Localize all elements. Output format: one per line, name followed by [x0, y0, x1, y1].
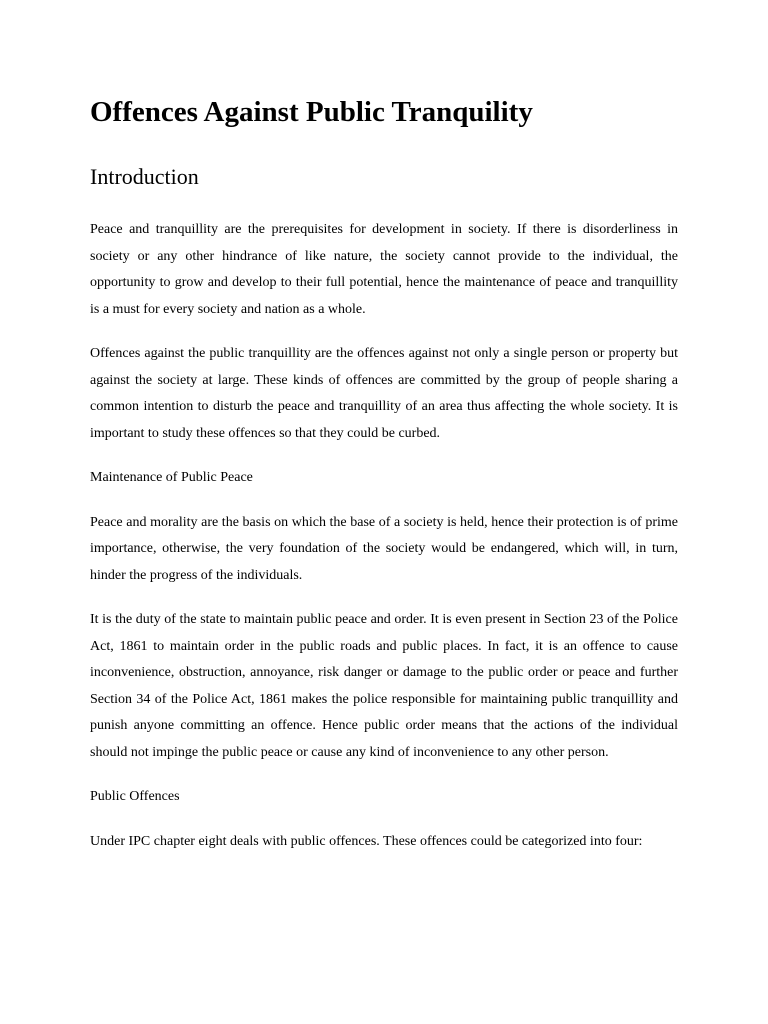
document-body	[90, 93, 678, 855]
section-heading-introduction: Introduction	[90, 164, 199, 189]
subheading-maintenance-of-public-peace: Maintenance of Public Peace	[90, 470, 253, 485]
subheading-public-offences: Public Offences	[90, 789, 180, 804]
paragraph: It is the duty of the state to maintain public peace and order. It is even present in Section 23 of the Police Act, 1861 to maintain order in the public roads and public places. In fact, it is an offence to cause inconvenience, obstruction, annoyance, risk danger or damage to the public order or peace and further Section 34 of the Police Act, 1861 makes the police responsible for maintaining public tranquillity and punish anyone committing an offence. Hence public order means that the actions of the individual should not impinge the public peace or cause any kind of inconvenience to any other person.	[90, 612, 678, 760]
paragraph: Offences against the public tranquillity are the offences against not only a single person or property but against the society at large. These kinds of offences are committed by the group of people sharing a common intention to disturb the peace and tranquillity of an area thus affecting the whole society. It is important to study these offences so that they could be curbed.	[90, 346, 678, 441]
paragraph: Under IPC chapter eight deals with public offences. These offences could be categorized into four:	[90, 833, 643, 849]
paragraph: Peace and morality are the basis on which the base of a society is held, hence their protection is of prime importance, otherwise, the very foundation of the society would be endangered, which will, in turn, hinder the progress of the individuals.	[90, 514, 678, 583]
paragraph: Peace and tranquillity are the prerequisites for development in society. If there is disorderliness in society or any other hindrance of like nature, the society cannot provide to the individual, the opportunity to grow and develop to their full potential, hence the maintenance of peace and tranquillity is a must for every society and nation as a whole.	[90, 222, 678, 317]
document-title: Offences Against Public Tranquility	[90, 96, 533, 128]
